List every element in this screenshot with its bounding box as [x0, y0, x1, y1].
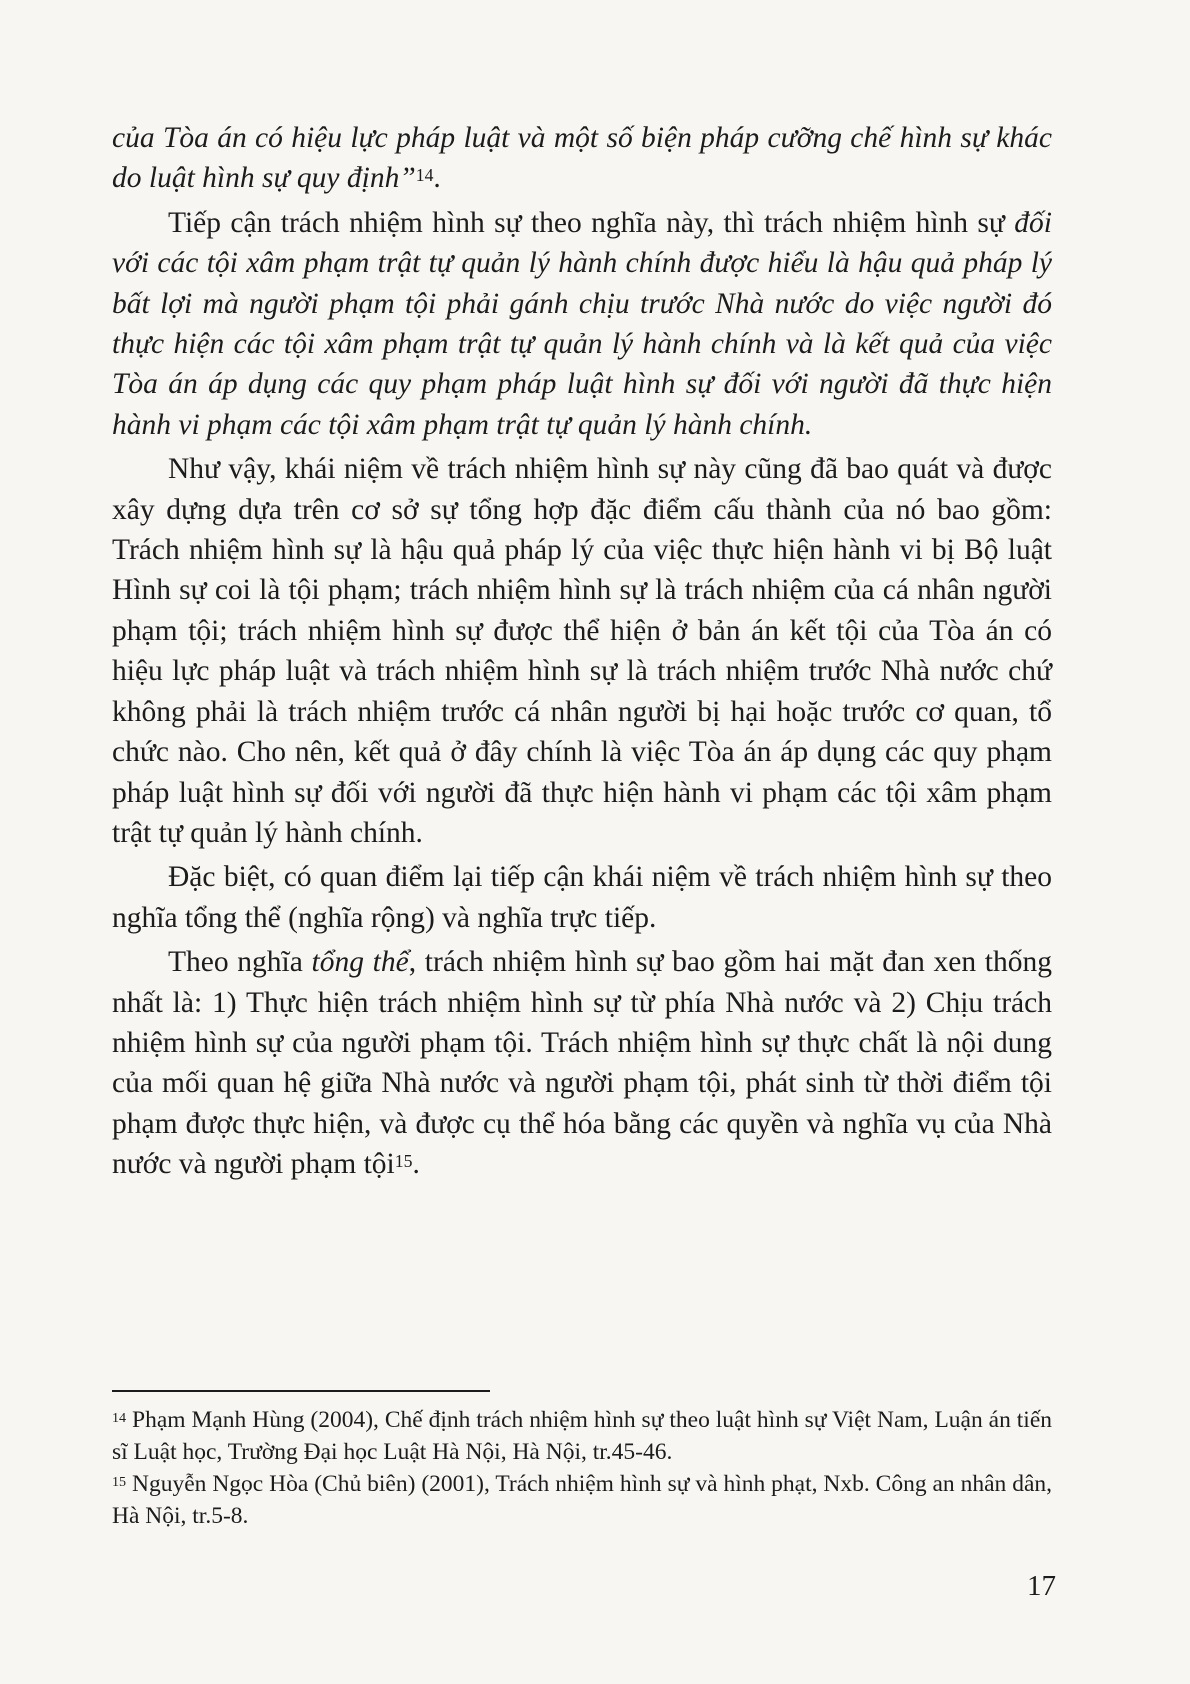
- footnotes: [112, 1404, 1052, 1532]
- footnote-text: Nguyễn Ngọc Hòa (Chủ biên) (2001), Trách nhiệm hình sự và hình phạt, Nxb. Công an nhân dân, Hà Nội, tr.5-8.: [112, 1471, 1052, 1529]
- footnote: [112, 1404, 1052, 1468]
- footnote-mark: 14: [112, 1410, 127, 1427]
- text-segment: Theo nghĩa: [168, 946, 312, 979]
- paragraph: [112, 203, 1052, 445]
- paragraph: [112, 857, 1052, 938]
- paragraph: [112, 118, 1052, 199]
- text-segment: .: [433, 162, 441, 195]
- paragraph: [112, 449, 1052, 853]
- text-segment: Đặc biệt, có quan điểm lại tiếp cận khái niệm về trách nhiệm hình sự theo nghĩa tổng thể (nghĩa rộng) và nghĩa trực tiếp.: [112, 861, 1052, 934]
- text-segment: Như vậy, khái niệm về trách nhiệm hình sự này cũng đã bao quát và được xây dựng dựa trên cơ sở sự tổng hợp đặc điểm cấu thành của nó bao gồm: Trách nhiệm hình sự là hậu quả pháp lý của việc thực hiện hành vi bị Bộ luật Hình sự coi là tội phạm; trách nhiệm hình sự là trách nhiệm của cá nhân người phạm tội; trách nhiệm hình sự được thể hiện ở bản án kết tội của Tòa án có hiệu lực pháp luật và trách nhiệm hình sự là trách nhiệm trước Nhà nước chứ không phải là trách nhiệm trước cá nhân người bị hại hoặc trước cơ quan, tổ chức nào. Cho nên, kết quả ở đây chính là việc Tòa án áp dụng các quy phạm pháp luật hình sự đối với người đã thực hiện hành vi phạm các tội xâm phạm trật tự quản lý hành chính.: [112, 453, 1052, 849]
- italic-text: của Tòa án có hiệu lực pháp luật và một số biện pháp cưỡng chế hình sự khác do luật hình sự quy định”: [112, 122, 1052, 195]
- italic-text: tổng thể: [311, 946, 409, 979]
- footnote-reference: 15: [394, 1150, 413, 1171]
- body-text: [112, 118, 1052, 1185]
- footnote-mark: 15: [112, 1474, 127, 1491]
- text-segment: .: [412, 1148, 420, 1181]
- page-content: [112, 118, 1052, 1185]
- footnote-reference: 14: [415, 165, 434, 186]
- text-segment: Tiếp cận trách nhiệm hình sự theo nghĩa này, thì trách nhiệm hình sự: [168, 206, 1015, 239]
- paragraph: [112, 942, 1052, 1184]
- footnote-text: Phạm Mạnh Hùng (2004), Chế định trách nhiệm hình sự theo luật hình sự Việt Nam, Luận án tiến sĩ Luật học, Trường Đại học Luật Hà Nội, Hà Nội, tr.45-46.: [112, 1407, 1052, 1465]
- text-segment: , trách nhiệm hình sự bao gồm hai mặt đan xen thống nhất là: 1) Thực hiện trách nhiệm hình sự từ phía Nhà nước và 2) Chịu trách nhiệm hình sự của người phạm tội. Trách nhiệm hình sự thực chất là nội dung của mối quan hệ giữa Nhà nước và người phạm tội, phát sinh từ thời điểm tội phạm được thực hiện, và được cụ thể hóa bằng các quyền và nghĩa vụ của Nhà nước và người phạm tội: [112, 946, 1053, 1181]
- footnote-separator: [112, 1390, 490, 1392]
- page-number: 17: [1027, 1570, 1056, 1602]
- footnote: [112, 1468, 1052, 1532]
- italic-text: đối với các tội xâm phạm trật tự quản lý hành chính được hiểu là hậu quả pháp lý bất lợi mà người phạm tội phải gánh chịu trước Nhà nước do việc người đó thực hiện các tội xâm phạm trật tự quản lý hành chính và là kết quả của việc Tòa án áp dụng các quy phạm pháp luật hình sự đối với người đã thực hiện hành vi phạm các tội xâm phạm trật tự quản lý hành chính.: [112, 206, 1052, 441]
